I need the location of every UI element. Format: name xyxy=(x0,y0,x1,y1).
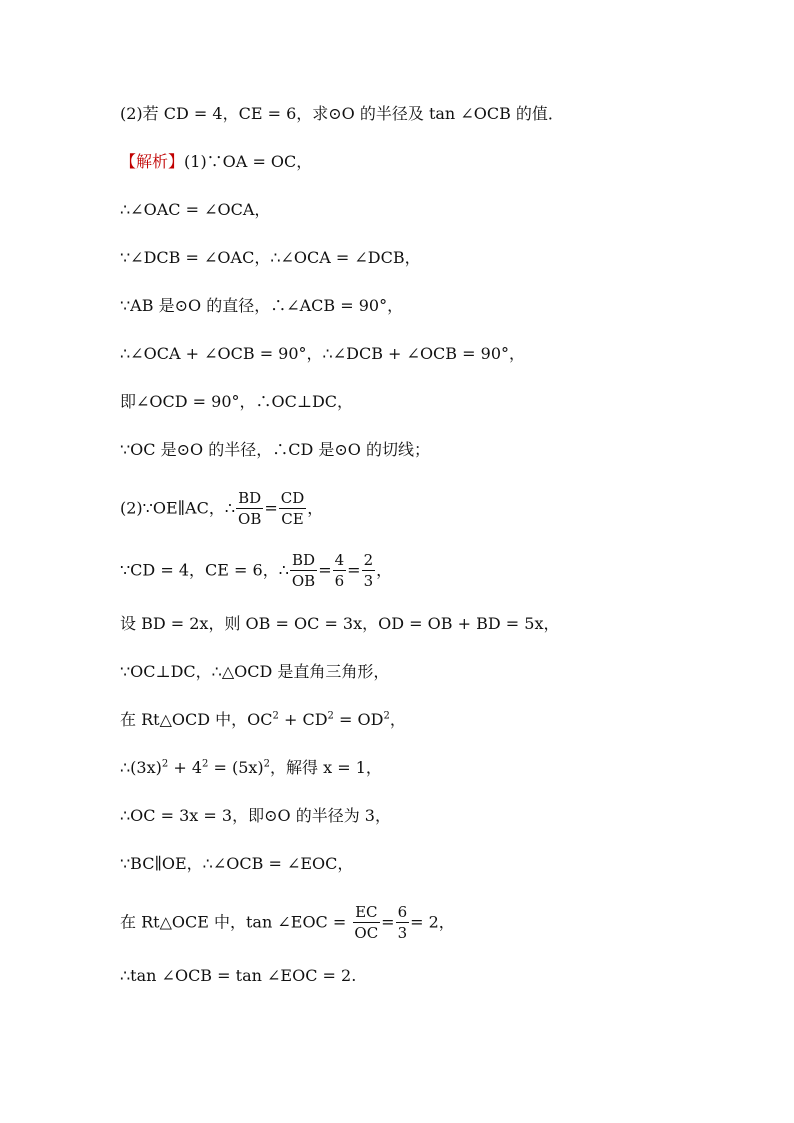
fraction-bd-ob-2: $\frac{BD}{OB}$ xyxy=(291,551,316,590)
proof-line-14: $\therefore(3x)^2 + 4^2 = (5x)^2$，解得 x = 1， xyxy=(120,758,382,777)
fraction-4-6: $\frac{4}{6}$ xyxy=(334,551,345,590)
proof-line-6: ∴∠OCA + ∠OCB = 90°，∴∠DCB + ∠OCB = 90°， xyxy=(120,344,525,363)
proof-line-16: ∵BC∥OE，∴∠OCB = ∠EOC， xyxy=(120,854,354,873)
proof-line-12: ∵OC⊥DC，∴△OCD 是直角三角形， xyxy=(120,662,390,681)
proof-line-8: ∵OC 是⊙O 的半径，∴CD 是⊙O 的切线； xyxy=(120,440,431,459)
proof-line-9: (2)∵OE∥AC，∴ $\frac{BD}{OB}$ = $\frac{CD}{CE}$ ， xyxy=(120,489,324,528)
fraction-cd-ce: $\frac{CD}{CE}$ xyxy=(280,489,305,528)
fraction-2-3: $\frac{2}{3}$ xyxy=(363,551,374,590)
proof-line-10: ∵CD = 4，CE = 6，∴ $\frac{BD}{OB}$ = $\frac{4}{6}$ = $\frac{2}{3}$ ， xyxy=(120,551,393,590)
question-line: (2)若 CD = 4，CE = 6，求⊙O 的半径及 tan ∠OCB 的值． xyxy=(120,104,564,123)
proof-line-7: 即∠OCD = 90°，∴OC⊥DC， xyxy=(120,392,354,411)
proof-line-3: ∴∠OAC = ∠OCA， xyxy=(120,200,271,219)
proof-line-17: 在 Rt△OCE 中，tan ∠EOC = $\frac{EC}{OC}$ = $\frac{6}{3}$ = 2， xyxy=(120,903,455,942)
proof-line-5: ∵AB 是⊙O 的直径，∴∠ACB = 90°， xyxy=(120,296,404,315)
fraction-ec-oc: $\frac{EC}{OC}$ xyxy=(354,903,379,942)
solution-label: 【解析】 xyxy=(120,152,185,171)
proof-line-15: ∴OC = 3x = 3，即⊙O 的半径为 3， xyxy=(120,806,391,825)
proof-line-4: ∵∠DCB = ∠OAC，∴∠OCA = ∠DCB， xyxy=(120,248,421,267)
fraction-bd-ob: $\frac{BD}{OB}$ xyxy=(238,489,262,528)
proof-line-11: 设 BD = 2x，则 OB = OC = 3x，OD = OB + BD = 5x， xyxy=(120,614,560,633)
proof-line-18: ∴tan ∠OCB = tan ∠EOC = 2. xyxy=(120,966,357,985)
proof-line-13: 在 Rt△OCD 中，$OC^2 + CD^2 = OD^2$， xyxy=(120,710,406,729)
fraction-6-3: $\frac{6}{3}$ xyxy=(397,903,408,942)
solution-header-line: 【解析】(1)∵OA = OC， xyxy=(120,152,313,171)
